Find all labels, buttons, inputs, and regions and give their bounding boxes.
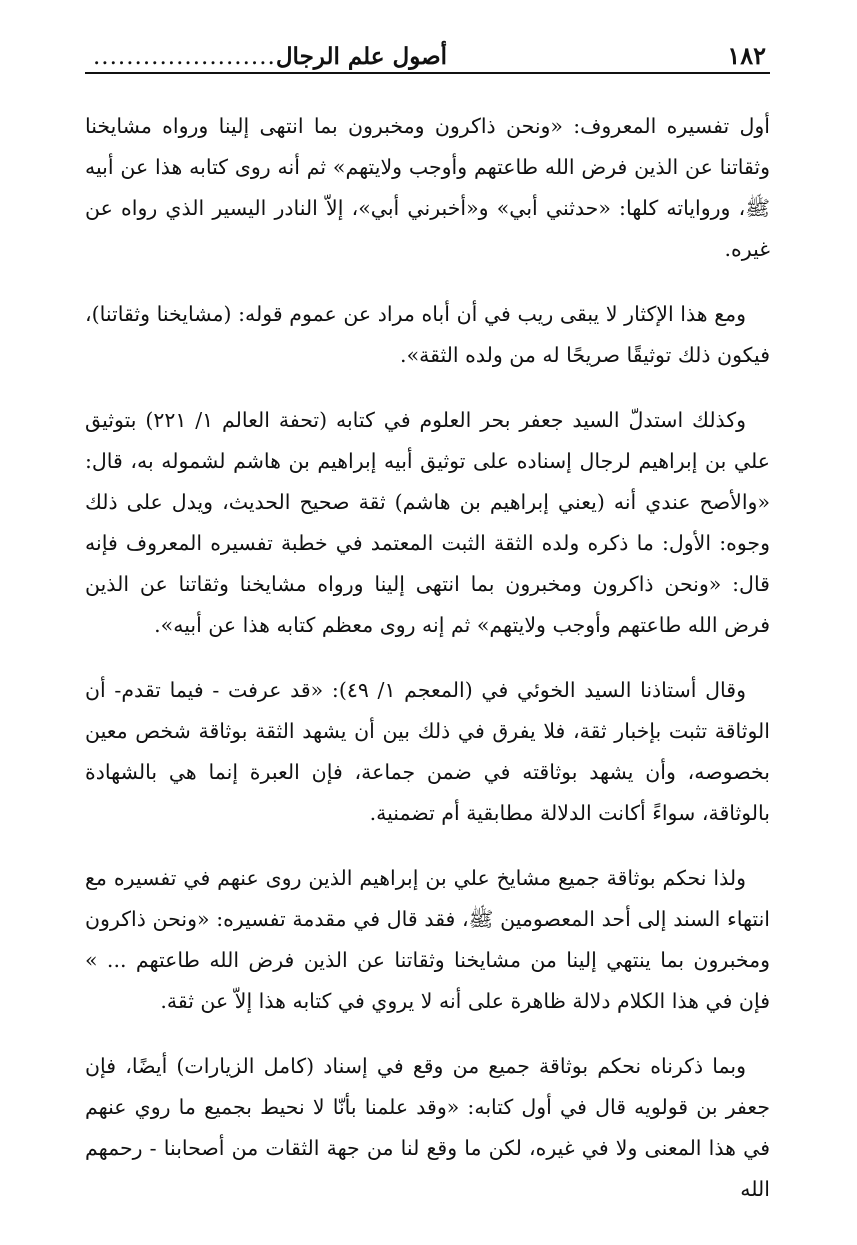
page-number: ١٨٢ — [727, 41, 766, 70]
header-leader-dots: ...................... — [93, 44, 276, 70]
page-body — [85, 106, 770, 1210]
document-page — [85, 30, 770, 1234]
paragraph-5: ولذا نحكم بوثاقة جميع مشايخ علي بن إبراهيم الذين روى عنهم في تفسيره مع انتهاء السند إلى أحد المعصومين ﷺ، فقد قال في مقدمة تفسيره: «ونحن ذاكرون ومخبرون بما ينتهي إلينا من مشايخنا وثقاتنا عن الذين فرض الله طاعتهم ... » فإن في هذا الكلام دلالة ظاهرة على أنه لا يروي في كتابه هذا إلاّ عن ثقة. — [85, 866, 770, 1013]
paragraph-3: وكذلك استدلّ السيد جعفر بحر العلوم في كتابه (تحفة العالم ١/ ٢٢١) بتوثيق علي بن إبراهيم لرجال إسناده على توثيق أبيه إبراهيم بن هاشم لشموله به، قال: «والأصح عندي أنه (يعني إبراهيم بن هاشم) ثقة صحيح الحديث، ويدل على ذلك وجوه: الأول: ما ذكره ولده الثقة الثبت المعتمد في خطبة تفسيره المعروف فإنه قال: «ونحن ذاكرون ومخبرون بما انتهى إلينا ورواه مشايخنا وثقاتنا عن الذين فرض الله طاعتهم وأوجب ولايتهم» ثم إنه روى معظم كتابه هذا عن أبيه». — [85, 408, 770, 637]
paragraph-2: ومع هذا الإكثار لا يبقى ريب في أن أباه مراد عن عموم قوله: (مشايخنا وثقاتنا)، فيكون ذلك توثيقًا صريحًا له من ولده الثقة». — [85, 302, 770, 367]
book-title: أصول علم الرجال — [275, 43, 448, 70]
paragraph-6: وبما ذكرناه نحكم بوثاقة جميع من وقع في إسناد (كامل الزيارات) أيضًا، فإن جعفر بن قولويه قال في أول كتابه: «وقد علمنا بأنّا لا نحيط بجميع ما روي عنهم في هذا المعنى ولا في غيره، لكن ما وقع لنا من جهة الثقات من أصحابنا - رحمهم الله — [85, 1054, 770, 1201]
running-header — [85, 30, 770, 74]
paragraph-1: أول تفسيره المعروف: «ونحن ذاكرون ومخبرون بما انتهى إلينا ورواه مشايخنا وثقاتنا عن الذين فرض الله طاعتهم وأوجب ولايتهم» ثم أنه روى كتابه هذا عن أبيه ﷺ، ورواياته كلها: «حدثني أبي» و«أخبرني أبي»، إلاّ النادر اليسير الذي رواه عن غيره. — [85, 114, 770, 261]
paragraph-4: وقال أستاذنا السيد الخوئي في (المعجم ١/ ٤٩): «قد عرفت - فيما تقدم- أن الوثاقة تثبت بإخبار ثقة، فلا يفرق في ذلك بين أن يشهد الثقة بوثاقة شخص معين بخصوصه، وأن يشهد بوثاقته في ضمن جماعة، فإن العبرة إنما هي بالشهادة بالوثاقة، سواءً أكانت الدلالة مطابقية أم تضمنية. — [85, 678, 770, 825]
header-title-group — [89, 43, 447, 70]
